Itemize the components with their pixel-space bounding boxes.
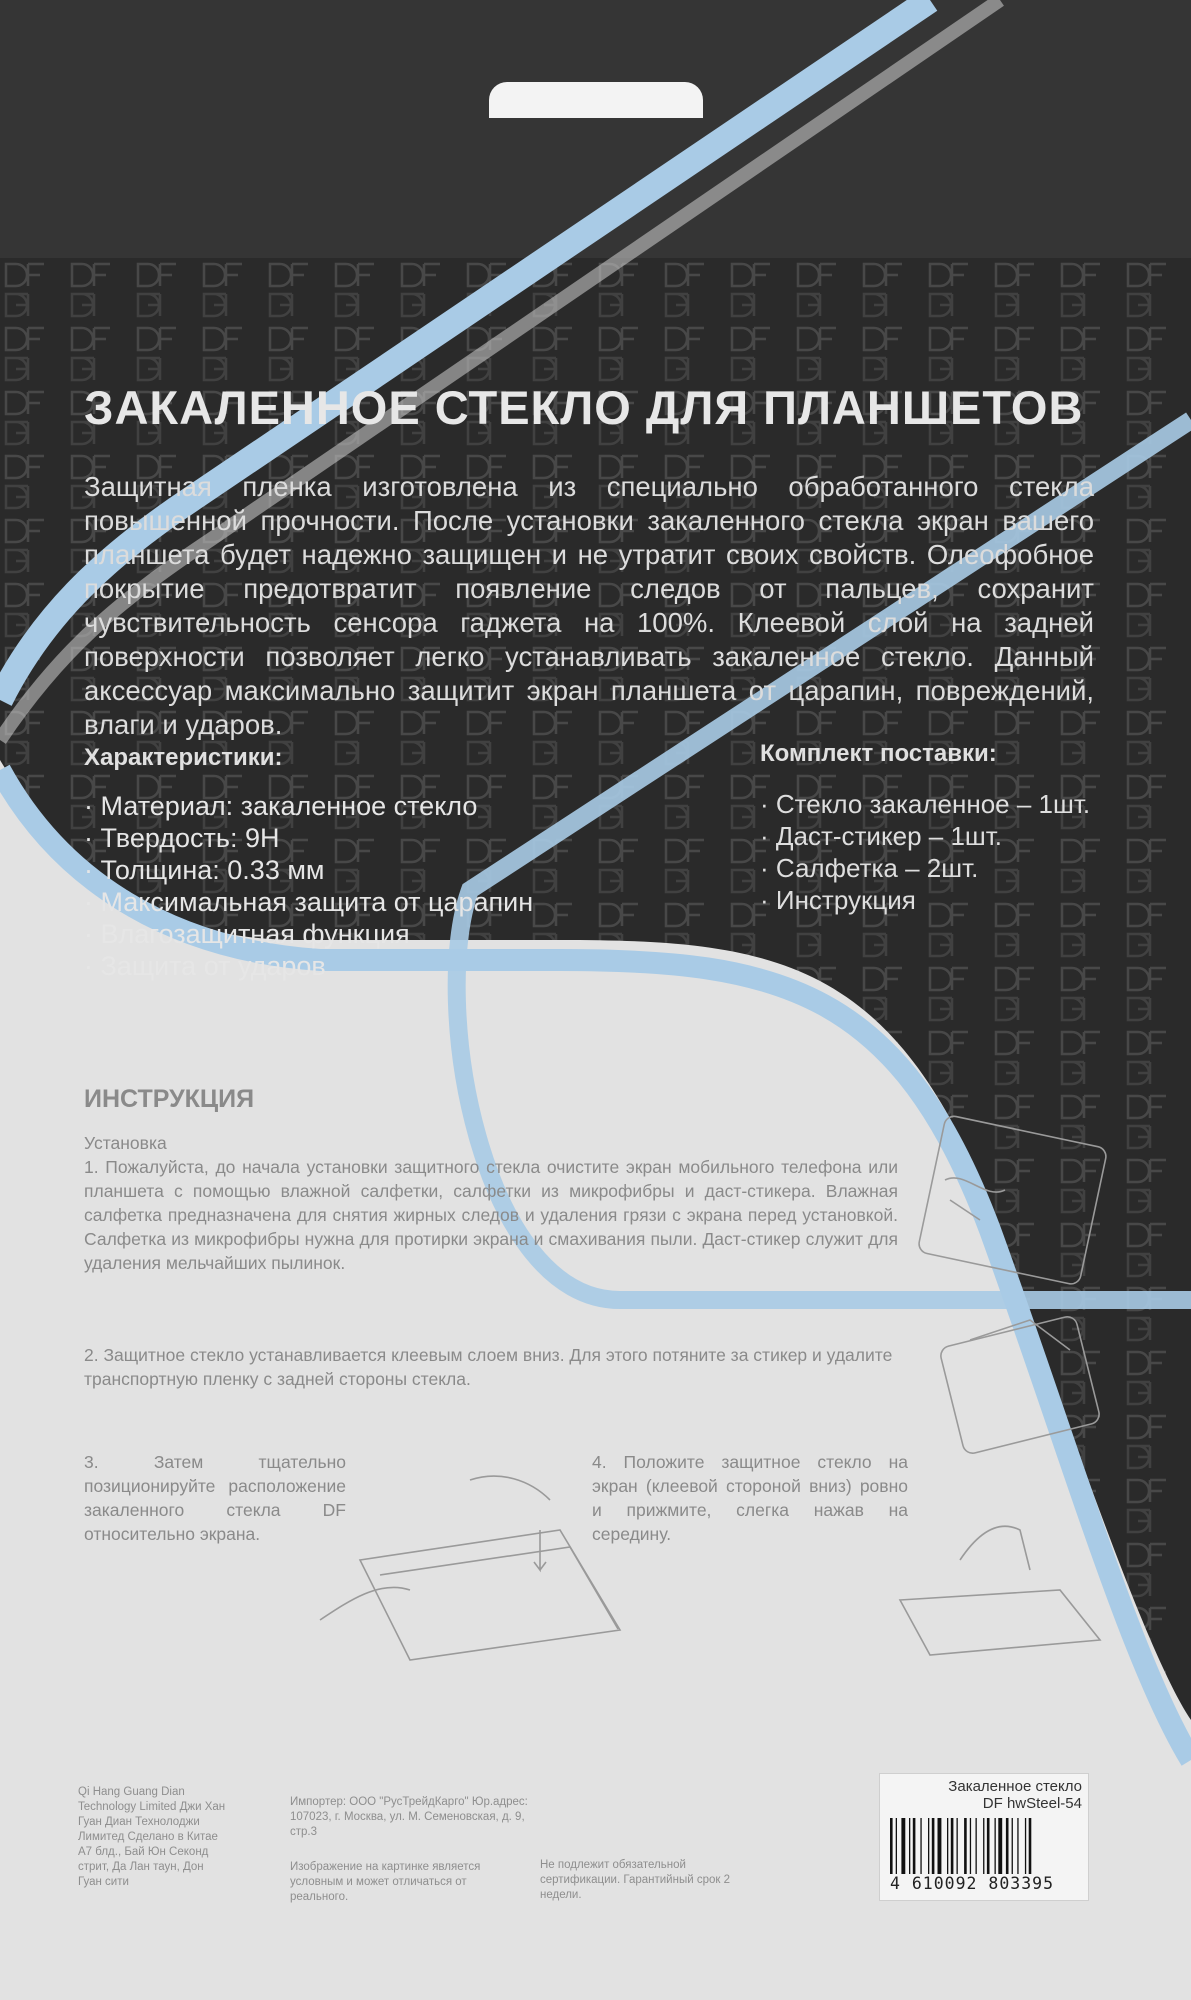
kit-heading: Комплект поставки: <box>760 740 997 767</box>
spec-item: · Максимальная защита от царапин <box>84 886 533 918</box>
page-title: ЗАКАЛЕННОЕ СТЕКЛО ДЛЯ ПЛАНШЕТОВ <box>84 381 1084 434</box>
barcode-bar <box>896 1818 897 1874</box>
barcode-number: 4 610092 803395 <box>890 1874 1055 1893</box>
barcode-bar <box>1012 1818 1013 1874</box>
spec-item: · Материал: закаленное стекло <box>84 790 533 822</box>
barcode-bar <box>901 1818 905 1874</box>
instruction-step-3: 3. Затем тщательно позиционируйте расположение закаленного стекла DF относительно экрана. <box>84 1452 346 1544</box>
barcode-bar <box>938 1818 942 1874</box>
instruction-step-2: 2. Защитное стекло устанавливается клеевым слоем вниз. Для этого потяните за стикер и удалите транспортную пленку с задней стороны стекла. <box>84 1345 893 1389</box>
kit-item: · Инструкция <box>760 884 1090 916</box>
barcode-bar <box>951 1818 954 1874</box>
instruction-step-1-text: 1. Пожалуйста, до начала установки защитного стекла очистите экран мобильного телефона или планшета с помощью влажной салфетки, салфетки из микрофибры и даст-стикера. Влажная салфетка предназначена для снятия жирных следов и удаления грязи с экрана перед установкой. Салфетка из микрофибры нужна для протирки экрана и смахивания пыли. Даст-стикер служит для удаления мельчайших пылинок. <box>84 1157 898 1273</box>
certification-info: Не подлежит обязательной сертификации. Гарантийный срок 2 недели. <box>540 1859 731 1901</box>
intro-paragraph: Защитная пленка изготовлена из специально обработанного стекла повышенной прочности. После установки закаленного стекла экран вашего планшета будет надежно защищен и не утратит своих свойств. Олеофобное покрытие предотвратит появление следов от пальцев, сохранит чувствительность сенсора гаджета на 100%. Клеевой слой на задней поверхности позволяет легко устанавливать закаленное стекло. Данный аксессуар максимально защитит экран планшета от царапин, повреждений, влаги и ударов. <box>84 471 1094 740</box>
barcode-bar <box>913 1818 916 1874</box>
barcode-bar <box>995 1818 996 1874</box>
kit-item: · Даст-стикер – 1шт. <box>760 820 1090 852</box>
barcode-bar <box>909 1818 910 1874</box>
manufacturer-info: Qi Hang Guang Dian Technology Limited Джи Хан Гуан Диан Технолоджи Лимитед Сделано в Китае А7 блд., Бай Юн Секонд стрит, Да Лан таун, Дон Гуан сити <box>78 1786 226 1888</box>
instructions-subheading: Установка <box>84 1133 167 1153</box>
barcode-bar <box>957 1818 958 1874</box>
kit-list <box>760 788 1090 916</box>
spec-item: · Влагозащитная функция <box>84 918 533 950</box>
barcode-bar <box>976 1818 977 1874</box>
specs-list <box>84 790 533 982</box>
barcode-bar <box>970 1818 971 1874</box>
barcode-bar <box>920 1818 921 1874</box>
barcode-bars <box>890 1818 1076 1874</box>
spec-item: · Твердость: 9H <box>84 822 533 854</box>
image-disclaimer: Изображение на картинке является условным и может отличаться от реального. <box>290 1861 481 1903</box>
kit-item: · Салфетка – 2шт. <box>760 852 1090 884</box>
barcode-bar <box>998 1818 1002 1874</box>
barcode-product-name: Закаленное стекло <box>948 1778 1082 1795</box>
barcode-bar <box>1017 1818 1018 1874</box>
barcode-bar <box>928 1818 929 1874</box>
barcode-bar <box>1025 1818 1026 1874</box>
barcode-bar <box>983 1818 984 1874</box>
barcode-model: DF hwSteel-54 <box>982 1795 1082 1812</box>
barcode-label <box>879 1773 1089 1901</box>
euro-hole <box>489 82 703 118</box>
instruction-step-4: 4. Положите защитное стекло на экран (клеевой стороной вниз) ровно и прижмите, слегка нажав на середину. <box>592 1452 908 1544</box>
barcode-bar <box>1006 1818 1009 1874</box>
barcode-bar <box>987 1818 990 1874</box>
barcode-bar <box>947 1818 948 1874</box>
barcode-bar <box>932 1818 935 1874</box>
barcode-bar <box>890 1818 893 1874</box>
spec-item: · Толщина: 0.33 мм <box>84 854 533 886</box>
instructions-heading: ИНСТРУКЦИЯ <box>84 1085 255 1113</box>
barcode-bar <box>964 1818 967 1874</box>
spec-item: · Защита от ударов <box>84 950 533 982</box>
importer-info: Импортер: ООО "РусТрейдКарго" Юр.адрес: 107023, г. Москва, ул. М. Семеновская, д. 9, стр.3 <box>290 1796 528 1838</box>
specs-heading: Характеристики: <box>84 744 283 771</box>
instruction-step-1 <box>84 1131 898 1275</box>
barcode-bar <box>1029 1818 1032 1874</box>
kit-item: · Стекло закаленное – 1шт. <box>760 788 1090 820</box>
